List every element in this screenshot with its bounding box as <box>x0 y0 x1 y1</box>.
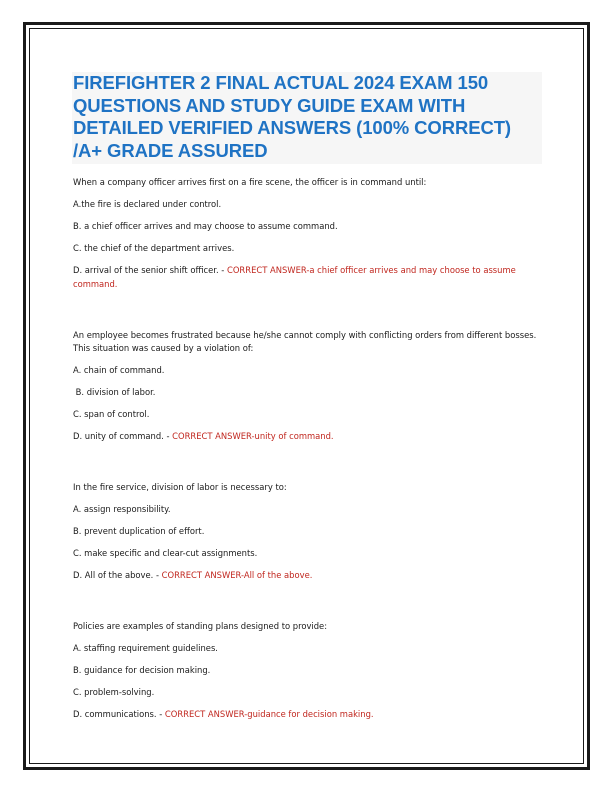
question-text: An employee becomes frustrated because he/she cannot comply with conflicting orders from different bosses. This situation was caused by a violation of: <box>73 329 537 353</box>
option-a: A.the fire is declared under control. <box>73 199 222 209</box>
option-c: C. problem-solving. <box>73 687 155 697</box>
option-d-text: D. unity of command. - <box>73 431 173 441</box>
question-text: Policies are examples of standing plans designed to provide: <box>73 621 328 631</box>
option-d <box>73 708 539 722</box>
correct-answer: CORRECT ANSWER-unity of command. <box>172 431 334 441</box>
option-d <box>73 430 539 444</box>
option-b: B. guidance for decision making. <box>73 665 211 675</box>
question-block <box>73 176 539 291</box>
option-b: B. prevent duplication of effort. <box>73 526 205 536</box>
option-b: B. a chief officer arrives and may choose to assume command. <box>73 221 338 231</box>
option-a: A. staffing requirement guidelines. <box>73 643 218 653</box>
question-list <box>73 176 539 730</box>
spacer <box>73 300 539 329</box>
spacer <box>73 452 539 481</box>
correct-answer: CORRECT ANSWER-All of the above. <box>161 570 313 580</box>
document-title: FIREFIGHTER 2 FINAL ACTUAL 2024 EXAM 150 QUESTIONS AND STUDY GUIDE EXAM WITH DETAILED VERIFIED ANSWERS (100% CORRECT) /A+ GRADE ASSURED <box>73 72 511 161</box>
question-block <box>73 481 539 583</box>
option-d <box>73 569 539 583</box>
option-c: C. span of control. <box>73 409 150 419</box>
option-a: A. chain of command. <box>73 365 165 375</box>
option-d-text: D. All of the above. - <box>73 570 162 580</box>
option-d-text: D. arrival of the senior shift officer. - <box>73 265 227 275</box>
option-c: C. the chief of the department arrives. <box>73 243 235 253</box>
question-block <box>73 620 539 722</box>
correct-answer: CORRECT ANSWER-guidance for decision making. <box>164 709 374 719</box>
spacer <box>73 591 539 620</box>
option-b: B. division of labor. <box>73 387 156 397</box>
question-text: In the fire service, division of labor is necessary to: <box>73 482 287 492</box>
option-a: A. assign responsibility. <box>73 504 171 514</box>
question-block <box>73 329 539 444</box>
option-c: C. make specific and clear-cut assignments. <box>73 548 258 558</box>
option-d-text: D. communications. - <box>73 709 165 719</box>
option-d <box>73 264 539 291</box>
question-text: When a company officer arrives first on a fire scene, the officer is in command until: <box>73 177 427 187</box>
correct-answer: CORRECT ANSWER-a chief officer arrives and may choose to assume command. <box>73 265 516 289</box>
